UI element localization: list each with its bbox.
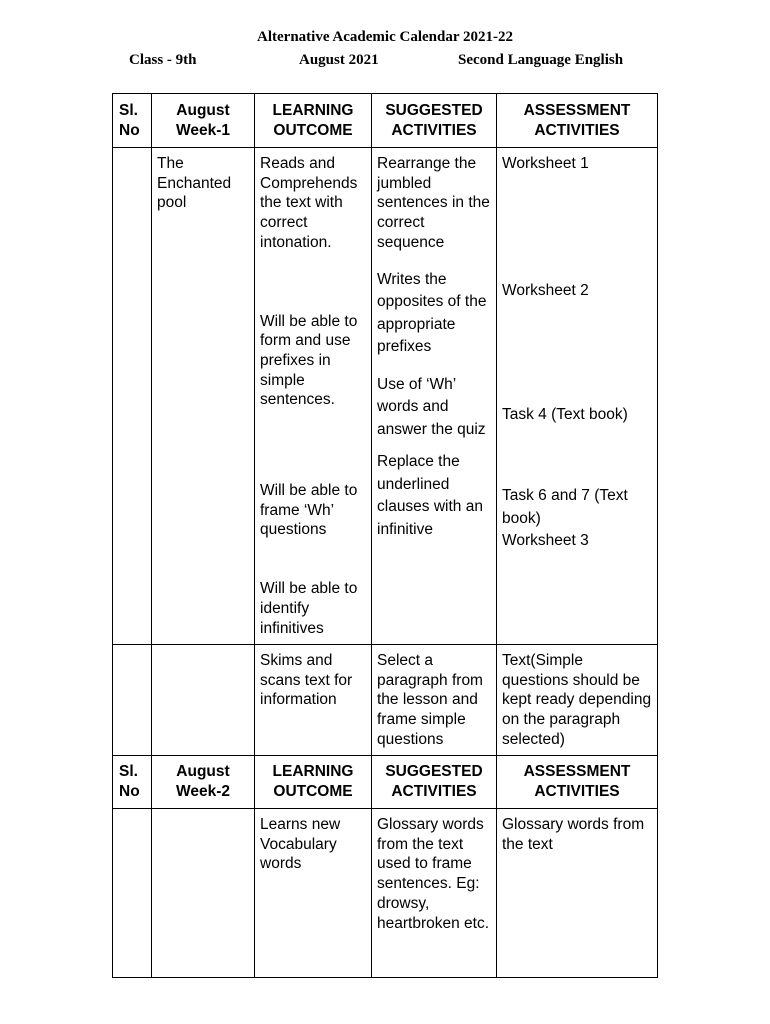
activity-4: Replace the underlined clauses with an infinitive (377, 453, 483, 538)
suggested-activities-header: SUGGESTED ACTIVITIES (372, 756, 497, 809)
calendar-table (112, 93, 658, 978)
outcome-3: Will be able to frame ‘Wh’ questions (260, 482, 358, 539)
activity-2: Writes the opposites of the appropriate prefixes (377, 270, 487, 356)
outcome-2: Will be able to form and use prefixes in simple sentences. (260, 312, 358, 409)
table-row (113, 809, 658, 978)
learning-outcome-cell (255, 809, 372, 978)
assessment-3: Task 4 (Text book) (502, 406, 628, 424)
assessment-2: Worksheet 2 (502, 281, 589, 299)
row2-assessment: Text(Simple questions should be kept ready depending on the paragraph selected) (502, 652, 652, 748)
suggested-activities-header: SUGGESTED ACTIVITIES (372, 94, 497, 148)
assessment-activities-header: ASSESSMENT ACTIVITIES (497, 94, 658, 148)
assessment-cell (497, 645, 658, 756)
subject-label: Second Language English (458, 52, 624, 68)
sl-no-cell (113, 809, 152, 978)
class-label: Class - 9th (129, 52, 197, 68)
table-row (113, 148, 658, 645)
month-label: August 2021 (299, 52, 379, 68)
table-header-row (113, 756, 658, 809)
suggested-activity-cell (372, 809, 497, 978)
week1-header: August Week-1 (152, 94, 255, 148)
activity-1: Rearrange the jumbled sentences in the correct sequence (377, 155, 490, 251)
sl-no-cell (113, 645, 152, 756)
document-title: Alternative Academic Calendar 2021-22 (257, 29, 513, 45)
assessment-4b: Worksheet 3 (502, 532, 589, 550)
week2-outcome: Learns new Vocabulary words (260, 816, 341, 873)
row2-outcome: Skims and scans text for information (260, 652, 353, 709)
assessment-cell (497, 148, 658, 645)
sl-no-header: Sl. No (113, 756, 152, 809)
learning-outcome-cell (255, 148, 372, 645)
outcome-1: Reads and Comprehends the text with correct intonation. (260, 155, 358, 251)
row2-activity: Select a paragraph from the lesson and frame simple questions (377, 652, 483, 748)
assessment-activities-header: ASSESSMENT ACTIVITIES (497, 756, 658, 809)
lesson-cell (152, 148, 255, 645)
week2-assessment: Glossary words from the text (502, 816, 645, 853)
learning-outcome-header: LEARNING OUTCOME (255, 756, 372, 809)
outcome-4: Will be able to identify infinitives (260, 580, 358, 637)
lesson-cell (152, 809, 255, 978)
sl-no-header: Sl. No (113, 94, 152, 148)
week2-header: August Week-2 (152, 756, 255, 809)
assessment-cell (497, 809, 658, 978)
table-header-row (113, 94, 658, 148)
sl-no-cell (113, 148, 152, 645)
lesson-cell (152, 645, 255, 756)
table-row (113, 645, 658, 756)
suggested-activity-cell (372, 148, 497, 645)
assessment-1: Worksheet 1 (502, 155, 589, 172)
suggested-activity-cell (372, 645, 497, 756)
activity-3: Use of ‘Wh’ words and answer the quiz (377, 375, 486, 438)
assessment-4a: Task 6 and 7 (Text book) (502, 487, 628, 527)
lesson-name: The Enchanted pool (157, 155, 232, 212)
learning-outcome-header: LEARNING OUTCOME (255, 94, 372, 148)
week2-activity: Glossary words from the text used to frame sentences. Eg: drowsy, heartbroken etc. (377, 816, 490, 932)
learning-outcome-cell (255, 645, 372, 756)
